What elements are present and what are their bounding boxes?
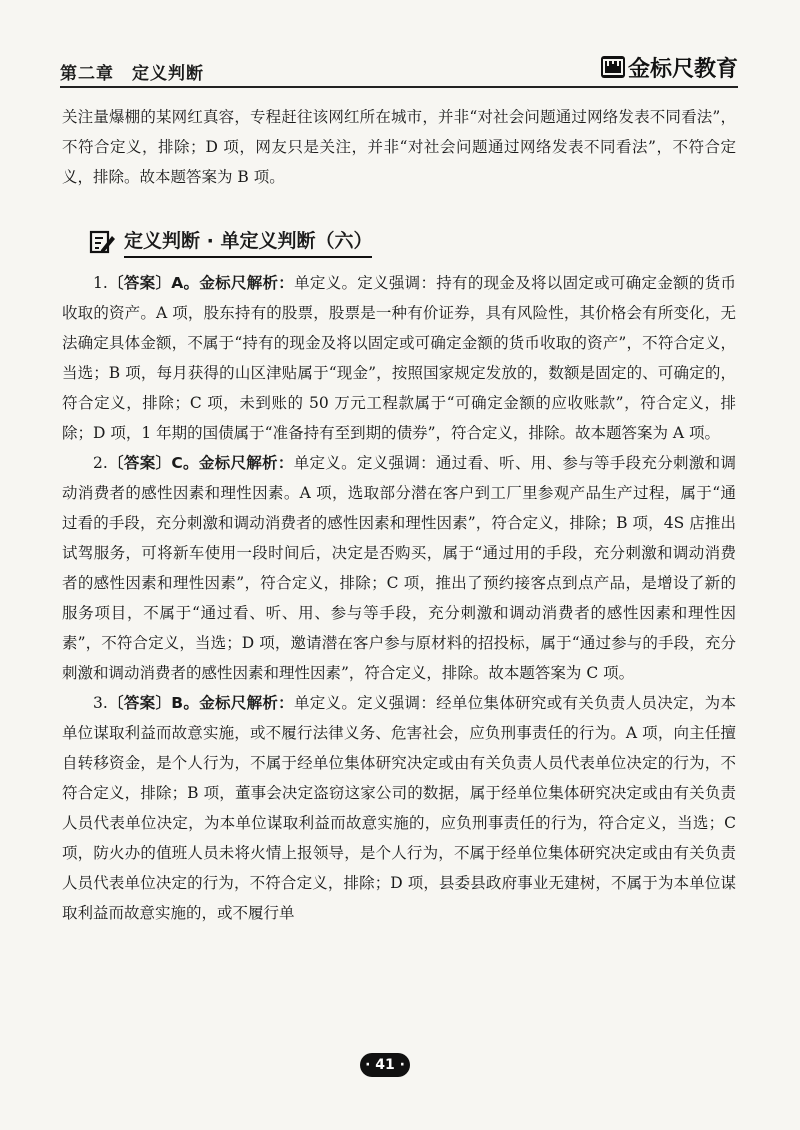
answer-label: C。金标尺解析：	[171, 454, 294, 472]
answer-tag: 〔答案〕	[107, 694, 172, 712]
answer-explanation: 单定义。定义强调：持有的现金及将以固定或可确定金额的货币收取的资产。A 项，股东持有的股票，股票是一种有价证券，具有风险性，其价格会有所变化，无法确定具体金额，不属于“持有的现金及将以固定或可确定金额的货币收取的资产”，不符合定义，当选；B 项，每月获得的山区津贴属于“现金”，按照国家规定发放的，数额是固定的、可确定的，符合定义，排除；C 项，未到账的 50 万元工程款属于“可确定金额的应收账款”，符合定义，排除；D 项，1 年期的国债属于“准备持有至到期的债券”，符合定义，排除。故本题答案为 A 项。	[62, 274, 736, 442]
section-heading	[88, 224, 372, 260]
answer-number: 2.	[93, 454, 108, 472]
answer-list	[62, 268, 736, 928]
answer-label: B。金标尺解析：	[171, 694, 294, 712]
ruler-icon	[601, 56, 625, 78]
answer-label: A。金标尺解析：	[171, 274, 295, 292]
answer-item-1	[62, 268, 736, 448]
continued-paragraph: 关注量爆棚的某网红真容，专程赶往该网红所在城市，并非“对社会问题通过网络发表不同看法”，不符合定义，排除；D 项，网友只是关注，并非“对社会问题通过网络发表不同看法”，不符合定义，排除。故本题答案为 B 项。	[62, 108, 736, 186]
answer-explanation: 单定义。定义强调：经单位集体研究或有关负责人员决定，为本单位谋取利益而故意实施，或不履行法律义务、危害社会，应负刑事责任的行为。A 项，向主任擅自转移资金，是个人行为，不属于经单位集体研究决定或由有关负责人员代表单位决定的行为，不符合定义，排除；B 项，董事会决定盗窃这家公司的数据，属于经单位集体研究决定或由有关负责人员代表单位决定，为本单位谋取利益而故意实施的，应负刑事责任的行为，符合定义，当选；C 项，防火办的值班人员未将火情上报领导，是个人行为，不属于经单位集体研究决定或由有关负责人员代表单位决定的行为，不符合定义，排除；D 项，县委县政府事业无建树，不属于为本单位谋取利益而故意实施的，或不履行单	[62, 694, 736, 922]
chapter-title: 第二章 定义判断	[60, 64, 204, 84]
section-title: 定义判断 · 单定义判断（六）	[124, 226, 372, 258]
answer-explanation: 单定义。定义强调：通过看、听、用、参与等手段充分刺激和调动消费者的感性因素和理性因素。A 项，选取部分潜在客户到工厂里参观产品生产过程，属于“通过看的手段，充分刺激和调动消费者的感性因素和理性因素”，符合定义，排除；B 项，4S 店推出试驾服务，可将新车使用一段时间后，决定是否购买，属于“通过用的手段，充分刺激和调动消费者的感性因素和理性因素”，符合定义，排除；C 项，推出了预约接客点到点产品，是增设了新的服务项目，不属于“通过看、听、用、参与等手段，充分刺激和调动消费者的感性因素和理性因素”，不符合定义，当选；D 项，邀请潜在客户参与原材料的招投标，属于“通过参与的手段，充分刺激和调动消费者的感性因素和理性因素”，符合定义，排除。故本题答案为 C 项。	[62, 454, 736, 682]
answer-tag: 〔答案〕	[107, 274, 172, 292]
answer-item-3	[62, 688, 736, 928]
brand-logo	[601, 54, 738, 80]
page-header	[60, 50, 738, 88]
answer-number: 1.	[93, 274, 108, 292]
answer-number: 3.	[93, 694, 108, 712]
page-number: · 41 ·	[360, 1053, 410, 1077]
answer-item-2	[62, 448, 736, 688]
answer-tag: 〔答案〕	[107, 454, 172, 472]
brand-name: 金标尺教育	[627, 56, 738, 82]
edit-note-icon	[88, 228, 116, 256]
